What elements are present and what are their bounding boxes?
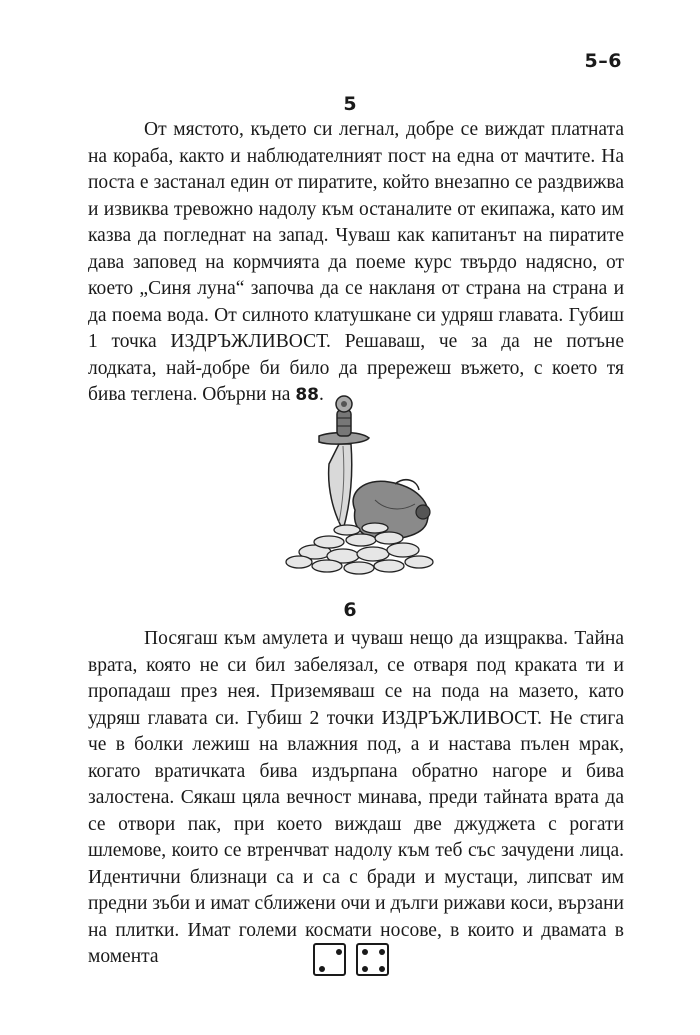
die-four-icon <box>356 943 389 976</box>
section-5-turn-to: 88 <box>295 385 319 405</box>
die-two-icon <box>313 943 346 976</box>
section-6-number: 6 <box>343 599 357 621</box>
section-5-body: От мястото, където си легнал, добре се виждат платната на кораба, както и наблюдателният пост на една от мачтите. На поста е застанал един от пиратите, който внезапно се раздвижва и извиква тревожно надолу към останалите от екипажа, като им казва да погледнат на запад. Чуваш как капитанът на пиратите дава заповед на кормчията да поеме курс твърдо надясно, от което „Синя луна“ започва да се накланя от страна на страна и да поема вода. От силното клатушкане си удряш главата. Губиш 1 точка ИЗДРЪЖЛИВОСТ. Решаваш, че за да не потъне лодката, най-добре би било да прережеш въжето, с което тя бива теглена. Обърни на <box>88 119 624 405</box>
pip <box>379 949 385 955</box>
pip <box>379 966 385 972</box>
pip <box>319 966 325 972</box>
pip <box>362 966 368 972</box>
pip <box>336 949 342 955</box>
pip <box>362 949 368 955</box>
section-5-end: . <box>318 384 324 405</box>
page-range: 5–6 <box>584 50 622 72</box>
dice-footer <box>313 943 389 976</box>
dagger-and-coins-icon <box>285 392 437 576</box>
section-6-text: Посягаш към амулета и чуваш нещо да изщраква. Тайна врата, която не си бил забелязал, се отваря под краката ти и пропадаш през нея. Приземяваш се на пода на мазето, като удряш главата си. Губиш 2 точки ИЗДРЪЖЛИВОСТ. Не стига че в болки лежиш на влажния под, а и настава пълен мрак, когато вратичката бива издърпана обратно нагоре и бива залостена. Сякаш цяла вечност минава, преди тайната врата да се отвори пак, при което виждаш две джуджета с рогати шлемове, които се втренчват надолу към теб със зачудени лица. Идентични близнаци са и са с бради и мустаци, липсват им предни зъби и имат сближени очи и дълги рижави коси, вързани на плитки. Имат големи космати носове, в които и двамата в момента <box>88 628 624 967</box>
dagger-grip <box>337 410 351 436</box>
section-5-text <box>88 117 624 409</box>
section-5-number: 5 <box>343 93 357 115</box>
